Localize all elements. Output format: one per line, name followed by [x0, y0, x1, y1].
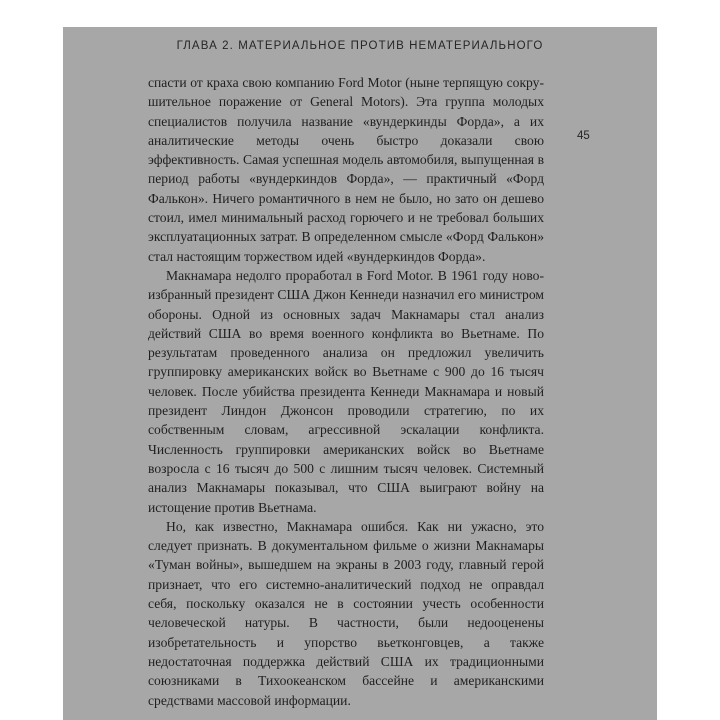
body-text: [148, 73, 544, 710]
page-number: 45: [577, 130, 590, 142]
paragraph-mcnamara-mistake: Но, как известно, Макнамара ошибся. Как ни ужасно, это следует признать. В документальном фильме о жизни Макнамары «Туман войны», вышедшем на экраны в 2003 году, главный герой признает, что его системно-аналитический подход не оправдал себя, поскольку оказался не в состоянии учесть особенности человеческой натуры. В частности, были недооценены изобретательность и упорство вьетконговцев, а также недостаточная поддержка действий США их традиционными союзниками в Тихоокеанском бассейне и американскими средствами массовой информации.: [148, 518, 544, 708]
paragraph-continued: спасти от краха свою компанию Ford Motor (ныне терпящую сокрушительное поражение от General Motors). Эта группа молодых специалистов получила название «вундеркинды Форда», а их аналитические методы очень быстро доказали свою эффективность. Самая успешная модель автомобиля, выпущенная в период работы «вундеркиндов Форда», — практичный «Форд Фалькон». Ничего романтичного в нем не было, но зато он дешево стоил, имел минимальный расход горючего и не требовал больших эксплуатационных затрат. В определенном смысле «Форд Фалькон» стал настоящим торжеством идей «вундеркиндов Форда».: [148, 75, 544, 264]
book-page: [63, 27, 657, 720]
paragraph-mcnamara-ford: Макнамара недолго проработал в Ford Motor. В 1961 году новоизбранный президент США Джон Кеннеди назначил его министром обороны. Одной из основных задач Макнамары стал анализ действий США во время военного конфликта во Вьетнаме. По результатам проведенного анализа он предложил увеличить группировку американских войск во Вьетнаме с 900 до 16 тысяч человек. После убийства президента Кеннеди Макнамара и новый президент Линдон Джонсон проводили стратегию, по их собственным словам, агрессивной эскалации конфликта. Численность группировки американских войск во Вьетнаме возросла с 16 тысяч до 500 с лишним тысяч человек. Системный анализ Макнамары показывал, что США выиграют войну на истощение против Вьетнама.: [148, 267, 544, 515]
chapter-running-head: ГЛАВА 2. МАТЕРИАЛЬНОЕ ПРОТИВ НЕМАТЕРИАЛЬНОГО: [176, 40, 544, 52]
